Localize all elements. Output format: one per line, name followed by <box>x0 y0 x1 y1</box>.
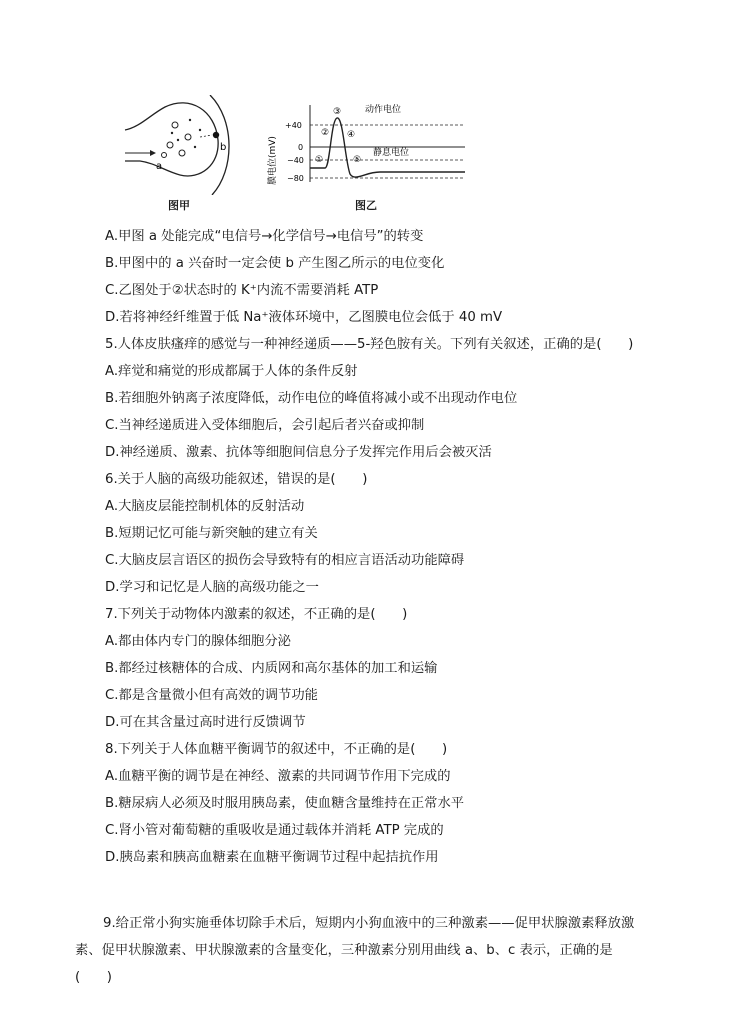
q5-option-a: A.痒觉和痛觉的形成都属于人体的条件反射 <box>105 364 358 379</box>
label-resting-potential: 静息电位 <box>373 148 410 158</box>
q5-option-d: D.神经递质、激素、抗体等细胞间信息分子发挥完作用后会被灭活 <box>105 445 492 460</box>
q6-stem: 6.关于人脑的高级功能叙述，错误的是( ) <box>105 472 368 487</box>
q7-stem: 7.下列关于动物体内激素的叙述，不正确的是( ) <box>105 607 408 622</box>
q6-option-a: A.大脑皮层能控制机体的反射活动 <box>105 499 305 514</box>
state-2: ② <box>321 128 330 138</box>
figure-area <box>0 0 737 220</box>
caption-figure-jia: 图甲 <box>168 199 190 212</box>
state-4: ④ <box>347 130 356 140</box>
label-action-potential: 动作电位 <box>365 105 402 115</box>
tick-0: 0 <box>298 143 304 152</box>
q8-option-c: C.肾小管对葡萄糖的重吸收是通过载体并消耗 ATP 完成的 <box>105 823 444 838</box>
q9-line-3: ( ) <box>75 970 112 985</box>
q4-option-b: B.甲图中的 a 兴奋时一定会使 b 产生图乙所示的电位变化 <box>105 256 445 271</box>
q4-option-c: C.乙图处于②状态时的 K⁺内流不需要消耗 ATP <box>105 283 379 298</box>
q7-option-b: B.都经过核糖体的合成、内质网和高尔基体的加工和运输 <box>105 661 438 676</box>
q5-stem: 5.人体皮肤瘙痒的感觉与一种神经递质——5-羟色胺有关。下列有关叙述，正确的是( ) <box>105 337 634 352</box>
label-b: b <box>220 142 227 153</box>
q7-option-a: A.都由体内专门的腺体细胞分泌 <box>105 634 291 649</box>
q8-option-d: D.胰岛素和胰高血糖素在血糖平衡调节过程中起拮抗作用 <box>105 850 439 865</box>
tick-minus40: −40 <box>287 156 304 165</box>
q8-stem: 8.下列关于人体血糖平衡调节的叙述中，不正确的是( ) <box>105 742 448 757</box>
q9-line-2: 素、促甲状腺激素、甲状腺激素的含量变化，三种激素分别用曲线 a、b、c 表示，正确的是 <box>75 943 613 958</box>
state-3: ③ <box>333 107 342 117</box>
state-1: ① <box>315 155 324 165</box>
tick-plus40: +40 <box>285 121 302 130</box>
membrane-potential-graph <box>265 100 465 205</box>
y-axis-label: 膜电位(mV) <box>268 136 278 185</box>
q9-line-1: 9.给正常小狗实施垂体切除手术后，短期内小狗血液中的三种激素——促甲状腺激素释放激 <box>103 916 635 931</box>
q7-option-d: D.可在其含量过高时进行反馈调节 <box>105 715 306 730</box>
caption-figure-yi: 图乙 <box>355 199 377 212</box>
tick-minus80: −80 <box>287 174 304 183</box>
state-5: ⑤ <box>353 155 362 165</box>
q7-option-c: C.都是含量微小但有高效的调节功能 <box>105 688 318 703</box>
q8-option-b: B.糖尿病人必须及时服用胰岛素，使血糖含量维持在正常水平 <box>105 796 465 811</box>
q4-option-a: A.甲图 a 处能完成“电信号→化学信号→电信号”的转变 <box>105 229 424 244</box>
synapse-diagram <box>120 95 240 195</box>
q4-option-d: D.若将神经纤维置于低 Na⁺液体环境中，乙图膜电位会低于 40 mV <box>105 310 503 325</box>
q9-paragraph <box>75 910 675 991</box>
q5-option-c: C.当神经递质进入受体细胞后，会引起后者兴奋或抑制 <box>105 418 425 433</box>
q5-option-b: B.若细胞外钠离子浓度降低，动作电位的峰值将减小或不出现动作电位 <box>105 391 518 406</box>
q8-option-a: A.血糖平衡的调节是在神经、激素的共同调节作用下完成的 <box>105 769 451 784</box>
q6-option-c: C.大脑皮层言语区的损伤会导致特有的相应言语活动功能障碍 <box>105 553 465 568</box>
q6-option-b: B.短期记忆可能与新突触的建立有关 <box>105 526 318 541</box>
label-a: a <box>156 161 163 172</box>
q6-option-d: D.学习和记忆是人脑的高级功能之一 <box>105 580 319 595</box>
